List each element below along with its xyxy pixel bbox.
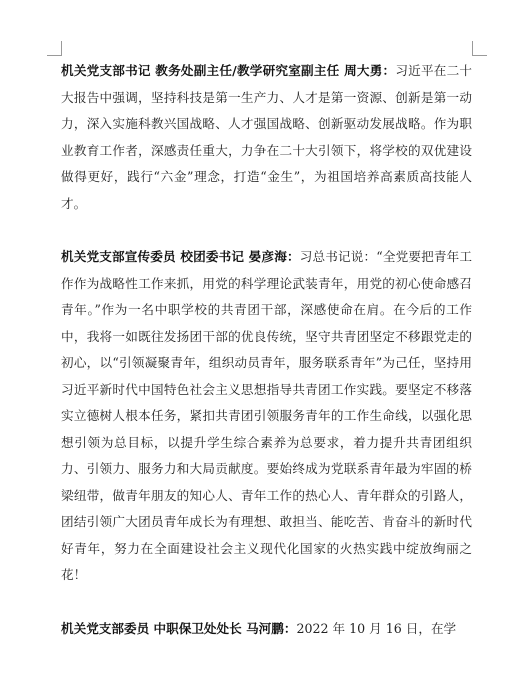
- speaker-label: 机关党支部委员 中职保卫处处长 马河鹏：: [61, 620, 297, 636]
- paragraph-text: 习近平在二十大报告中强调，坚持科技是第一生产力、人才是第一资源、创新是第一动力，深入实施科教兴国战略、人才强国战略、创新驱动发展战略。作为职业教育工作者，深感责任重大，力争在二十大引领下，将学校的双优建设做得更好，践行“六金”理念，打造“金生”，为祖国培养高素质高技能人才。: [61, 63, 472, 211]
- paragraph-text: 2022 年 10 月 16 日，在学: [296, 620, 457, 636]
- paragraph-zhou-dayong: [61, 58, 472, 217]
- document-body: [61, 58, 472, 642]
- crop-mark-top-right: [472, 41, 487, 56]
- crop-mark-top-left: [47, 41, 62, 56]
- speaker-label: 机关党支部宣传委员 校团委书记 晏彦海：: [61, 249, 300, 264]
- paragraph-text: 习总书记说：“全党要把青年工作作为战略性工作来抓，用党的科学理论武装青年，用党的初心使命感召青年。”作为一名中职学校的共青团干部，深感使命在肩。在今后的工作中，我将一如既往发扬团干部的优良传统，坚守共青团坚定不移跟党走的初心，以“引领凝聚青年，组织动员青年，服务联系青年”为己任，坚持用习近平新时代中国特色社会主义思想指导共青团工作实践。要坚定不移落实立德树人根本任务，紧扣共青团引领服务青年的工作生命线，以强化思想引领为总目标，以提升学生综合素养为总要求，着力提升共青团组织力、引领力、服务力和大局贡献度。要始终成为党联系青年最为牢固的桥梁纽带，做青年朋友的知心人、青年工作的热心人、青年群众的引路人，团结引领广大团员青年成长为有理想、敢担当、能吃苦、肯奋斗的新时代好青年，努力在全面建设社会主义现代化国家的火热实践中绽放绚丽之花！: [61, 249, 472, 582]
- paragraph-ma-hepeng: [61, 616, 472, 643]
- paragraph-yan-yanhai: [61, 244, 472, 589]
- speaker-label: 机关党支部书记 教务处副主任/教学研究室副主任 周大勇：: [61, 63, 396, 78]
